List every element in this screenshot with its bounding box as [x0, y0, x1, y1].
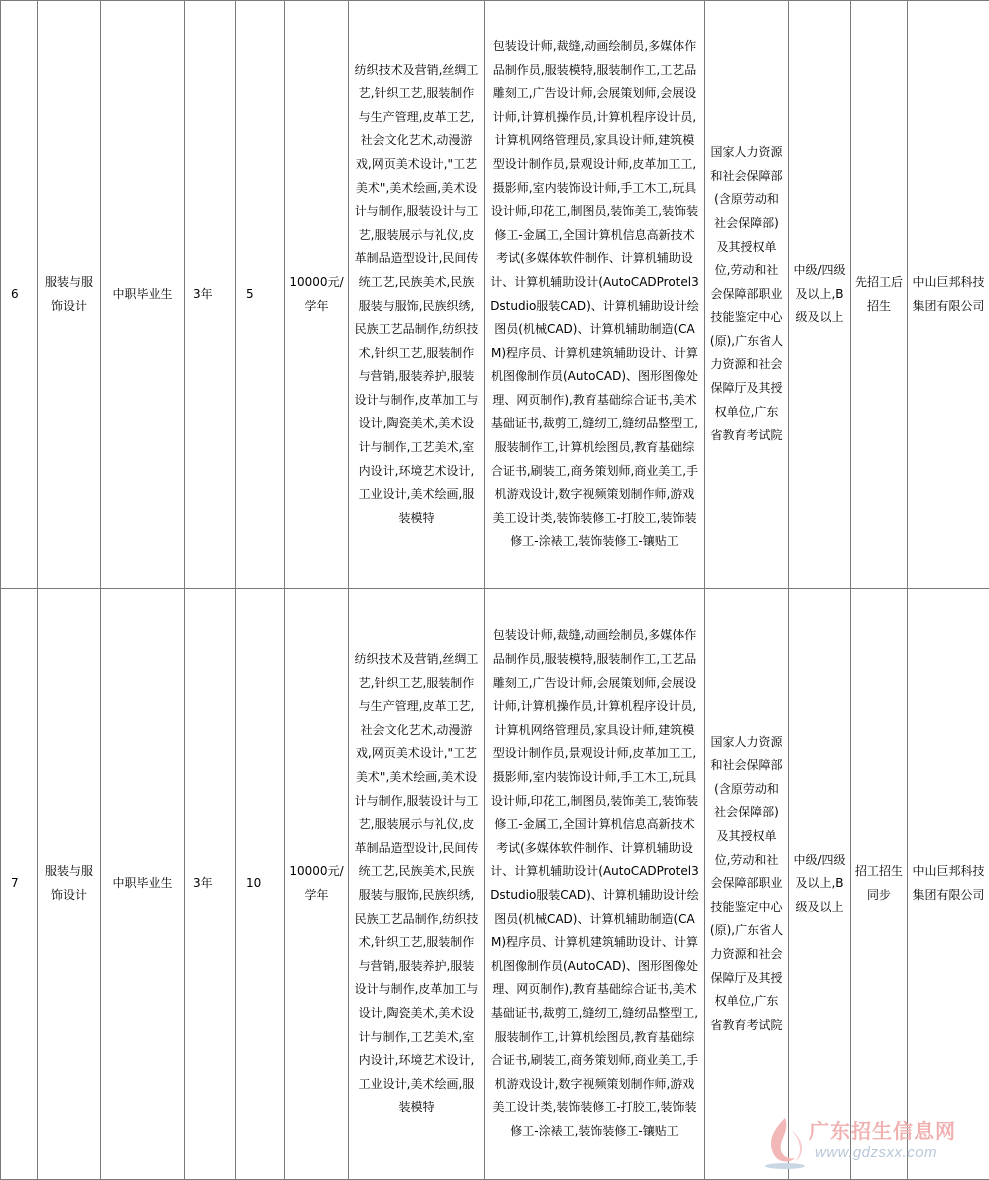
cell-requirement: 中职毕业生: [101, 1, 185, 589]
cell-program: 服装与服饰设计: [38, 589, 101, 1180]
cell-tuition: 10000元/学年: [285, 589, 349, 1180]
cell-quota: 10: [236, 589, 285, 1180]
cell-mode: 招工招生同步: [851, 589, 908, 1180]
cell-years: 3年: [185, 1, 236, 589]
cell-certificates: 包装设计师,裁缝,动画绘制员,多媒体作品制作员,服装模特,服装制作工,工艺品雕刻工,广告设计师,会展策划师,会展设计师,计算机操作员,计算机程序设计员,计算机网络管理员,家具设计师,建筑模型设计制作员,景观设计师,皮革加工工,摄影师,室内装饰设计师,手工木工,玩具设计师,印花工,制图员,装饰美工,装饰装修工-金属工,全国计算机信息高新技术考试(多媒体软件制作、计算机辅助设计、计算机辅助设计(AutoCADProtel3Dstudio服装CAD)、计算机辅助设计绘图员(机械CAD)、计算机辅助制造(CAM)程序员、计算机建筑辅助设计、计算机图像制作员(AutoCAD)、图形图像处理、网页制作),教育基础综合证书,美术基础证书,裁剪工,缝纫工,缝纫品整型工,服装制作工,计算机绘图员,教育基础综合证书,刷装工,商务策划师,商业美工,手机游戏设计,数字视频策划制作师,游戏美工设计类,装饰装修工-打胶工,装饰装修工-涂裱工,装饰装修工-镶贴工: [485, 1, 705, 589]
cell-no: 7: [1, 589, 38, 1180]
cell-related-majors: 纺织技术及营销,丝绸工艺,针织工艺,服装制作与生产管理,皮革工艺,社会文化艺术,动漫游戏,网页美术设计,"工艺美术",美术绘画,美术设计与制作,服装设计与工艺,服装展示与礼仪,皮革制品造型设计,民间传统工艺,民族美术,民族服装与服饰,民族织绣,民族工艺品制作,纺织技术,针织工艺,服装制作与营销,服装养护,服装设计与制作,皮革加工与设计,陶瓷美术,美术设计与制作,工艺美术,室内设计,环境艺术设计,工业设计,美术绘画,服装模特: [349, 1, 485, 589]
watermark-logo-icon: [761, 1114, 809, 1170]
cell-requirement: 中职毕业生: [101, 589, 185, 1180]
cell-no: 6: [1, 1, 38, 589]
cell-company: 中山巨邦科技集团有限公司: [908, 589, 989, 1180]
cell-years: 3年: [185, 589, 236, 1180]
cell-level: 中级/四级及以上,B级及以上: [789, 1, 851, 589]
site-watermark: [757, 1112, 977, 1174]
cell-issuer: 国家人力资源和社会保障部(含原劳动和社会保障部)及其授权单位,劳动和社会保障部职业技能鉴定中心(原),广东省人力资源和社会保障厅及其授权单位,广东省教育考试院: [705, 589, 789, 1180]
cell-issuer: 国家人力资源和社会保障部(含原劳动和社会保障部)及其授权单位,劳动和社会保障部职业技能鉴定中心(原),广东省人力资源和社会保障厅及其授权单位,广东省教育考试院: [705, 1, 789, 589]
table-row: [1, 1, 989, 589]
cell-mode: 先招工后招生: [851, 1, 908, 589]
cell-quota: 5: [236, 1, 285, 589]
cell-related-majors: 纺织技术及营销,丝绸工艺,针织工艺,服装制作与生产管理,皮革工艺,社会文化艺术,动漫游戏,网页美术设计,"工艺美术",美术绘画,美术设计与制作,服装设计与工艺,服装展示与礼仪,皮革制品造型设计,民间传统工艺,民族美术,民族服装与服饰,民族织绣,民族工艺品制作,纺织技术,针织工艺,服装制作与营销,服装养护,服装设计与制作,皮革加工与设计,陶瓷美术,美术设计与制作,工艺美术,室内设计,环境艺术设计,工业设计,美术绘画,服装模特: [349, 589, 485, 1180]
cell-level: 中级/四级及以上,B级及以上: [789, 589, 851, 1180]
cell-tuition: 10000元/学年: [285, 1, 349, 589]
cell-certificates: 包装设计师,裁缝,动画绘制员,多媒体作品制作员,服装模特,服装制作工,工艺品雕刻工,广告设计师,会展策划师,会展设计师,计算机操作员,计算机程序设计员,计算机网络管理员,家具设计师,建筑模型设计制作员,景观设计师,皮革加工工,摄影师,室内装饰设计师,手工木工,玩具设计师,印花工,制图员,装饰美工,装饰装修工-金属工,全国计算机信息高新技术考试(多媒体软件制作、计算机辅助设计、计算机辅助设计(AutoCADProtel3Dstudio服装CAD)、计算机辅助设计绘图员(机械CAD)、计算机辅助制造(CAM)程序员、计算机建筑辅助设计、计算机图像制作员(AutoCAD)、图形图像处理、网页制作),教育基础综合证书,美术基础证书,裁剪工,缝纫工,缝纫品整型工,服装制作工,计算机绘图员,教育基础综合证书,刷装工,商务策划师,商业美工,手机游戏设计,数字视频策划制作师,游戏美工设计类,装饰装修工-打胶工,装饰装修工-涂裱工,装饰装修工-镶贴工: [485, 589, 705, 1180]
watermark-url: www.gdzsxx.com: [815, 1144, 938, 1161]
cell-program: 服装与服饰设计: [38, 1, 101, 589]
cell-company: 中山巨邦科技集团有限公司: [908, 1, 989, 589]
table-row: [1, 589, 989, 1180]
watermark-site-name: 广东招生信息网: [809, 1119, 956, 1143]
